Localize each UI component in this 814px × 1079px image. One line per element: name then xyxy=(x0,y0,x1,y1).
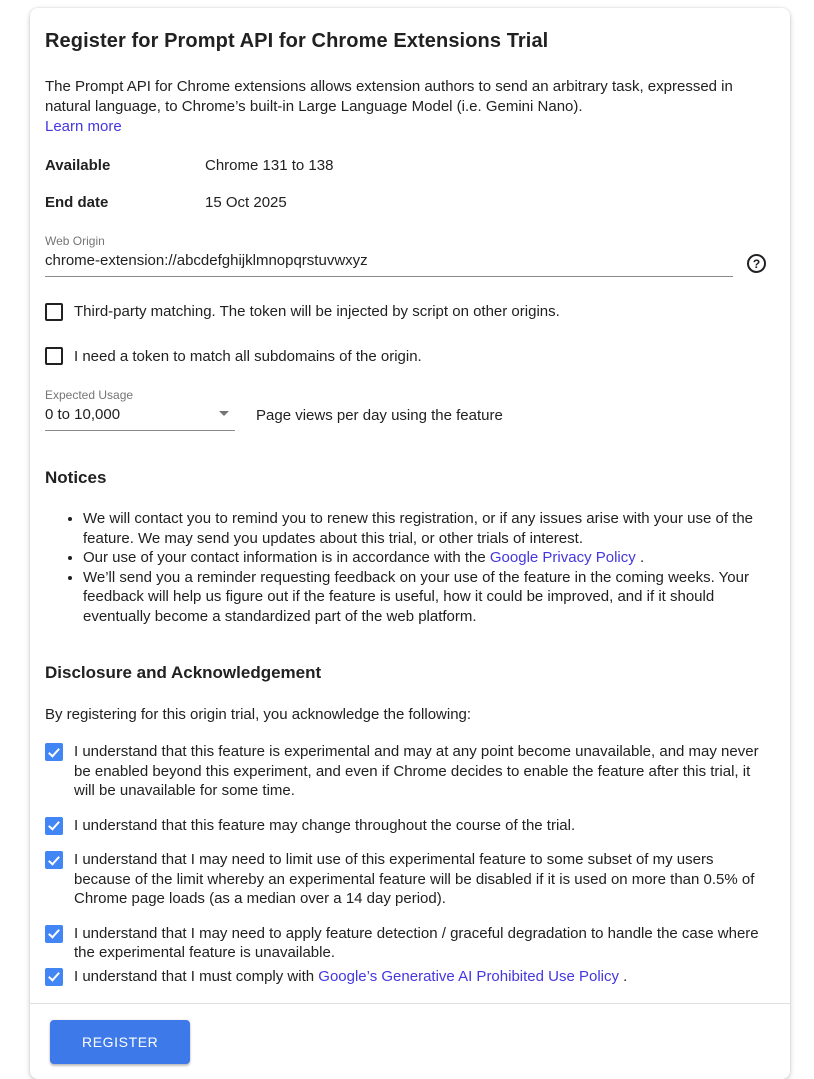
match-subdomains-label: I need a token to match all subdomains of the origin. xyxy=(74,347,422,365)
disclosure-intro: By registering for this origin trial, you acknowledge the following: xyxy=(45,706,472,723)
expected-usage-field xyxy=(45,388,766,431)
ack-experimental-row[interactable] xyxy=(45,742,766,801)
chevron-down-icon xyxy=(219,411,229,416)
available-row xyxy=(45,157,766,174)
disclosure-heading: Disclosure and Acknowledgement xyxy=(45,663,322,682)
registration-card xyxy=(30,8,790,1079)
notice-text: . xyxy=(635,549,645,566)
ack-policy-text: . xyxy=(619,967,628,985)
expected-usage-row xyxy=(45,405,766,431)
ack-policy-row[interactable] xyxy=(45,967,766,987)
card-footer xyxy=(30,1004,790,1079)
end-date-label: End date xyxy=(45,194,109,211)
page-title: Register for Prompt API for Chrome Extensions Trial xyxy=(45,30,549,52)
available-label: Available xyxy=(45,157,111,174)
ack-policy-text: I understand that I must comply with xyxy=(74,967,319,985)
match-subdomains-checkbox[interactable] xyxy=(45,347,63,365)
web-origin-field xyxy=(45,234,766,277)
third-party-matching-option[interactable] xyxy=(45,302,766,322)
notice-item xyxy=(83,548,766,568)
ack-limit-use-checkbox[interactable] xyxy=(45,851,63,869)
ack-feature-detection-row[interactable] xyxy=(45,924,766,963)
ack-may-change-row[interactable] xyxy=(45,816,766,836)
match-subdomains-option[interactable] xyxy=(45,347,766,367)
ack-may-change-checkbox[interactable] xyxy=(45,817,63,835)
ack-limit-use-row[interactable] xyxy=(45,850,766,909)
expected-usage-label: Expected Usage xyxy=(45,388,134,402)
ack-experimental-checkbox[interactable] xyxy=(45,743,63,761)
register-button[interactable]: REGISTER xyxy=(50,1020,190,1064)
web-origin-input[interactable]: chrome-extension://abcdefghijklmnopqrstuvwxyz xyxy=(45,251,733,277)
notices-list xyxy=(45,509,766,626)
notice-item: • We will contact you to remind you to renew this registration, or if any issues arise with your use of the feature. We may send you updates about this trial, or other trials of interest. xyxy=(83,509,766,548)
third-party-matching-checkbox[interactable] xyxy=(45,303,63,321)
ack-policy-checkbox[interactable] xyxy=(45,968,63,986)
ack-feature-detection-label: I understand that I may need to apply feature detection / graceful degradation to handle the case where the experimental feature is unavailable. xyxy=(74,924,759,961)
learn-more-link[interactable]: Learn more xyxy=(45,118,122,135)
ack-experimental-label: I understand that this feature is experimental and may at any point become unavailable, and may never be enabled beyond this experiment, and even if Chrome decides to enable the feature after this trial, it will be unavailable for some time. xyxy=(74,743,759,799)
ack-limit-use-label: I understand that I may need to limit use of this experimental feature to some subset of my users because of the limit whereby an experimental feature will be disabled if it is used on more than 0.5% of Chrome page loads (as a median over a 14 day period). xyxy=(74,851,755,907)
end-date-row xyxy=(45,194,766,211)
notices-heading: Notices xyxy=(45,468,107,487)
expected-usage-value: 0 to 10,000 xyxy=(45,406,121,423)
ack-feature-detection-checkbox[interactable] xyxy=(45,925,63,943)
end-date-value: 15 Oct 2025 xyxy=(205,194,287,211)
card-body xyxy=(30,8,790,986)
ack-policy-label xyxy=(74,967,627,987)
ack-may-change-label: I understand that this feature may change throughout the course of the trial. xyxy=(74,816,576,834)
available-value: Chrome 131 to 138 xyxy=(205,157,334,174)
notice-item: • We’ll send you a reminder requesting feedback on your use of the feature in the coming weeks. Your feedback will help us figure out if the feature is useful, how it could be improved, and if it should eventually become a standardized part of the web platform. xyxy=(83,568,766,627)
web-origin-input-row xyxy=(45,251,766,277)
trial-description: The Prompt API for Chrome extensions allows extension authors to send an arbitrary task, expressed in natural language, to Chrome’s built-in Large Language Model (i.e. Gemini Nano). xyxy=(45,78,733,115)
web-origin-label: Web Origin xyxy=(45,234,105,248)
privacy-policy-link[interactable]: Google Privacy Policy xyxy=(489,549,636,566)
expected-usage-hint: Page views per day using the feature xyxy=(256,407,503,424)
third-party-matching-label: Third-party matching. The token will be injected by script on other origins. xyxy=(74,303,560,320)
help-icon[interactable] xyxy=(747,254,766,273)
question-mark-glyph: ? xyxy=(752,256,761,271)
prohibited-use-policy-link[interactable]: Google’s Generative AI Prohibited Use Policy xyxy=(318,967,619,985)
expected-usage-select[interactable] xyxy=(45,405,235,431)
notice-text: Our use of your contact information is in accordance with the xyxy=(83,549,490,566)
